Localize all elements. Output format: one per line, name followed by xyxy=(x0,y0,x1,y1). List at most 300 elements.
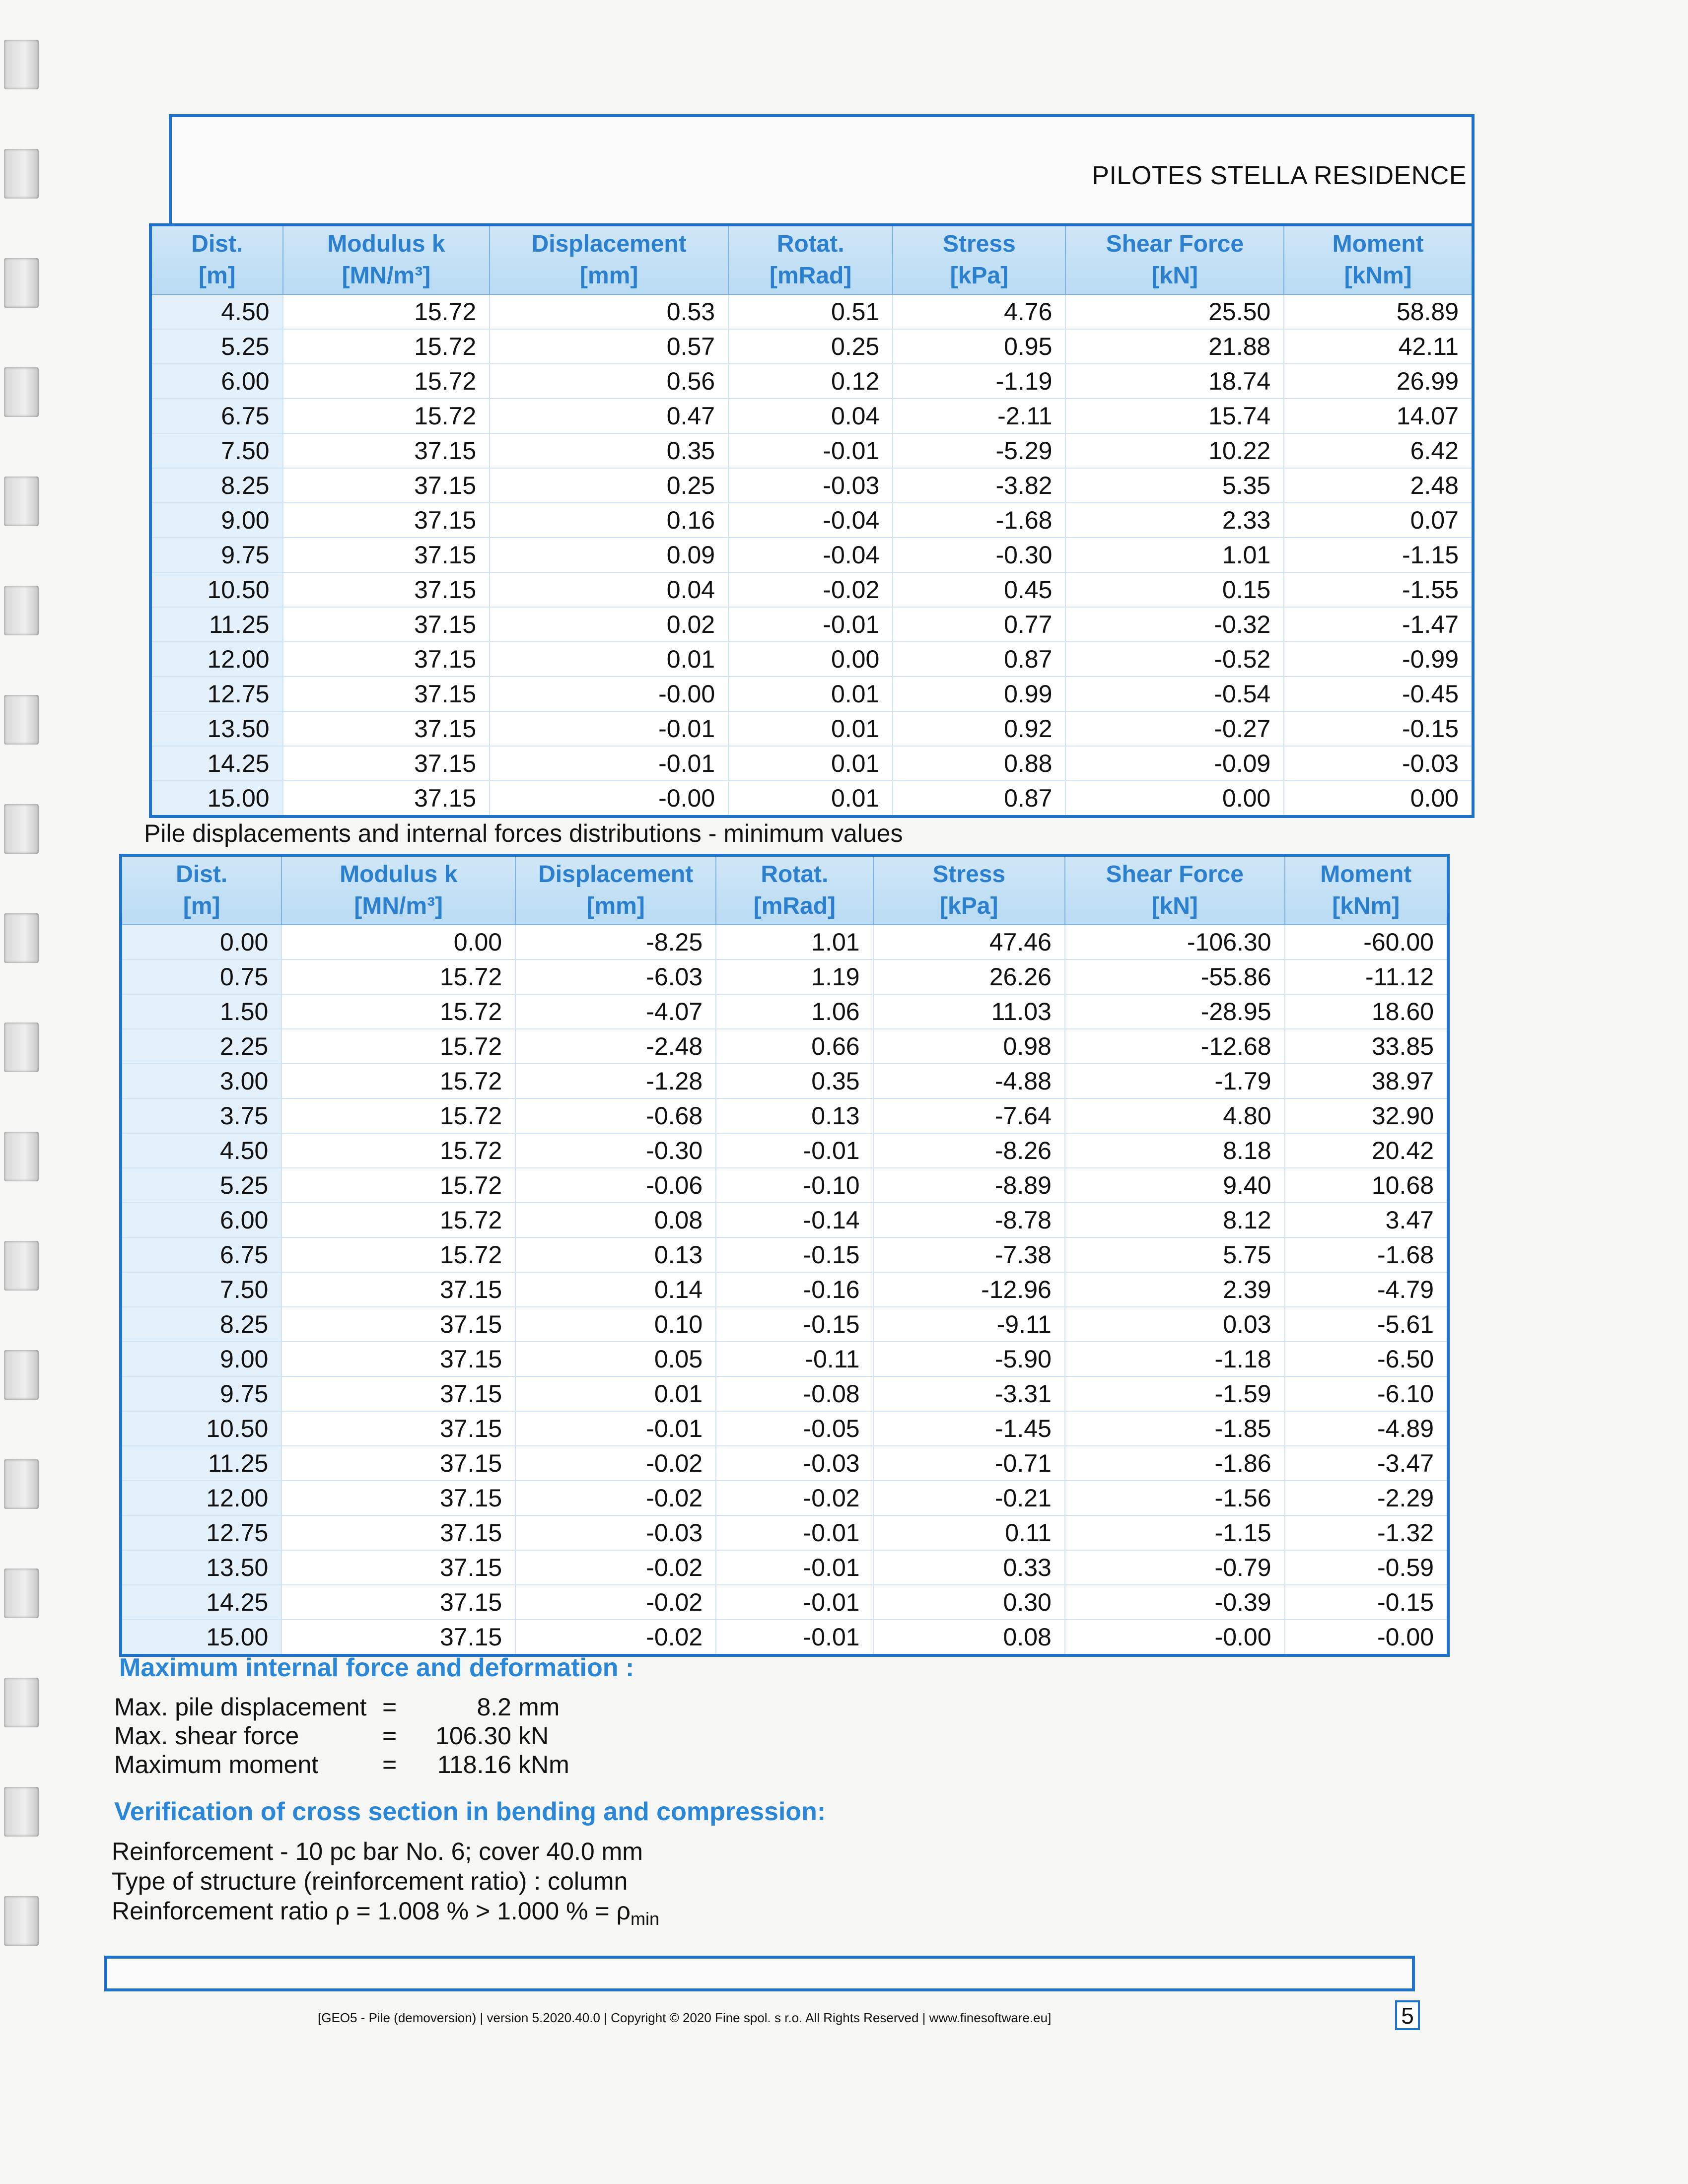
table-cell: -5.61 xyxy=(1285,1307,1448,1342)
table-cell: 5.35 xyxy=(1065,468,1284,503)
table-cell: 58.89 xyxy=(1284,294,1473,329)
table-row xyxy=(121,1376,1448,1411)
table-cell: 0.13 xyxy=(515,1237,716,1272)
verification-line-2: Type of structure (reinforcement ratio) : column xyxy=(112,1867,628,1895)
table-cell: -0.01 xyxy=(728,433,893,468)
table-cell: 9.00 xyxy=(121,1342,281,1376)
table-cell: -2.11 xyxy=(893,399,1065,433)
table-cell: 0.99 xyxy=(893,677,1065,711)
table-cell: 13.50 xyxy=(150,711,283,746)
max-force-unit: kN xyxy=(518,1722,549,1750)
column-header xyxy=(121,855,281,925)
verification-line-3 xyxy=(112,1896,659,1934)
column-header-unit: [m] xyxy=(183,893,220,919)
table-cell: -0.52 xyxy=(1065,642,1284,677)
table-cell: 0.10 xyxy=(515,1307,716,1342)
table-cell: -0.45 xyxy=(1284,677,1473,711)
table-cell: -0.01 xyxy=(716,1515,873,1550)
table-cell: 2.39 xyxy=(1065,1272,1285,1307)
table-cell: 8.12 xyxy=(1065,1203,1285,1237)
table-cell: 26.26 xyxy=(873,959,1065,994)
table-cell: 12.75 xyxy=(121,1515,281,1550)
table-cell: 0.04 xyxy=(490,572,728,607)
table-cell: -0.01 xyxy=(490,711,728,746)
table-cell: 37.15 xyxy=(281,1481,515,1515)
table-cell: -1.68 xyxy=(893,503,1065,538)
table-cell: 0.00 xyxy=(728,642,893,677)
table-row xyxy=(121,1237,1448,1272)
table-cell: 10.22 xyxy=(1065,433,1284,468)
table-cell: 15.72 xyxy=(281,959,515,994)
binder-hole xyxy=(4,1569,39,1618)
binder-hole xyxy=(4,1787,39,1837)
table-cell: -5.29 xyxy=(893,433,1065,468)
table-row xyxy=(121,1550,1448,1585)
table-row xyxy=(121,994,1448,1029)
table-cell: 0.16 xyxy=(490,503,728,538)
table-cell: 33.85 xyxy=(1285,1029,1448,1064)
column-header-name: Displacement xyxy=(538,861,694,887)
table-row xyxy=(150,572,1473,607)
equals-sign: = xyxy=(382,1751,397,1778)
table-cell: -8.25 xyxy=(515,925,716,959)
table-row xyxy=(150,364,1473,399)
table-row xyxy=(121,1411,1448,1446)
table-cell: -1.79 xyxy=(1065,1064,1285,1098)
table-cell: 0.08 xyxy=(873,1620,1065,1655)
table-cell: -4.07 xyxy=(515,994,716,1029)
max-force-unit: kNm xyxy=(518,1751,569,1778)
binder-hole xyxy=(4,804,39,854)
column-header-name: Moment xyxy=(1332,231,1424,257)
column-header-name: Dist. xyxy=(176,861,228,887)
binder-hole xyxy=(4,367,39,417)
table-cell: -0.30 xyxy=(893,538,1065,572)
table-cell: -0.39 xyxy=(1065,1585,1285,1620)
table-cell: 0.25 xyxy=(490,468,728,503)
table-cell: 42.11 xyxy=(1284,329,1473,364)
table-cell: -6.03 xyxy=(515,959,716,994)
column-header-name: Shear Force xyxy=(1106,861,1244,887)
table-cell: 13.50 xyxy=(121,1550,281,1585)
ratio-subscript: min xyxy=(630,1909,659,1929)
table-cell: 6.00 xyxy=(150,364,283,399)
max-force-label: Maximum moment xyxy=(114,1751,319,1778)
table-cell: 0.11 xyxy=(873,1515,1065,1550)
table-cell: 37.15 xyxy=(283,538,490,572)
binder-hole xyxy=(4,695,39,745)
table-cell: -0.03 xyxy=(728,468,893,503)
table-cell: -0.00 xyxy=(1065,1620,1285,1655)
table-cell: 15.00 xyxy=(150,781,283,817)
column-header-unit: [kN] xyxy=(1151,263,1198,289)
table-cell: -3.47 xyxy=(1285,1446,1448,1481)
table-cell: 15.72 xyxy=(281,1029,515,1064)
table-cell: 0.66 xyxy=(716,1029,873,1064)
table-cell: 15.72 xyxy=(281,1098,515,1133)
table-cell: 0.15 xyxy=(1065,572,1284,607)
column-header xyxy=(1284,225,1473,294)
table-cell: 0.30 xyxy=(873,1585,1065,1620)
table-cell: 0.14 xyxy=(515,1272,716,1307)
table-cell: 5.75 xyxy=(1065,1237,1285,1272)
table-cell: 0.57 xyxy=(490,329,728,364)
max-force-list xyxy=(114,1693,569,1779)
table-cell: -5.90 xyxy=(873,1342,1065,1376)
table-cell: 0.00 xyxy=(121,925,281,959)
table-cell: -0.08 xyxy=(716,1376,873,1411)
table-cell: 0.92 xyxy=(893,711,1065,746)
max-force-value: 118.16 xyxy=(437,1751,511,1778)
table-cell: -1.56 xyxy=(1065,1481,1285,1515)
column-header xyxy=(1285,855,1448,925)
table-cell: 15.72 xyxy=(283,294,490,329)
table-cell: -0.02 xyxy=(515,1585,716,1620)
column-header xyxy=(1065,855,1285,925)
table-row xyxy=(150,294,1473,329)
column-header-unit: [mRad] xyxy=(753,893,836,919)
table-row xyxy=(150,746,1473,781)
table-cell: -0.00 xyxy=(490,781,728,817)
table-cell: 0.13 xyxy=(716,1098,873,1133)
table-cell: 8.18 xyxy=(1065,1133,1285,1168)
table-row xyxy=(150,781,1473,817)
table-cell: 0.53 xyxy=(490,294,728,329)
table-min-values xyxy=(119,854,1450,1657)
table-cell: 0.35 xyxy=(716,1064,873,1098)
table-cell: -8.89 xyxy=(873,1168,1065,1203)
verification-text xyxy=(112,1837,659,1934)
table-cell: 37.15 xyxy=(281,1446,515,1481)
table-cell: 4.80 xyxy=(1065,1098,1285,1133)
table-cell: -1.32 xyxy=(1285,1515,1448,1550)
table-cell: 0.00 xyxy=(281,925,515,959)
table-cell: 6.42 xyxy=(1284,433,1473,468)
table-cell: 0.12 xyxy=(728,364,893,399)
column-header-name: Displacement xyxy=(531,231,687,257)
table-cell: 1.06 xyxy=(716,994,873,1029)
verification-line-1: Reinforcement - 10 pc bar No. 6; cover 40.0 mm xyxy=(112,1838,643,1865)
column-header xyxy=(490,225,728,294)
table-cell: 15.74 xyxy=(1065,399,1284,433)
table-cell: -0.14 xyxy=(716,1203,873,1237)
table-cell: -0.79 xyxy=(1065,1550,1285,1585)
column-header-name: Modulus k xyxy=(340,861,458,887)
table-cell: -0.15 xyxy=(1285,1585,1448,1620)
table-row xyxy=(121,1515,1448,1550)
column-header-unit: [MN/m³] xyxy=(354,893,443,919)
table-max-values xyxy=(149,223,1475,818)
table-row xyxy=(121,1307,1448,1342)
table-cell: 37.15 xyxy=(283,781,490,817)
table-row xyxy=(150,503,1473,538)
table-cell: 37.15 xyxy=(281,1515,515,1550)
table-cell: 15.72 xyxy=(281,1133,515,1168)
table-cell: 9.75 xyxy=(121,1376,281,1411)
table-cell: 38.97 xyxy=(1285,1064,1448,1098)
table-cell: -2.48 xyxy=(515,1029,716,1064)
table-cell: 37.15 xyxy=(281,1620,515,1655)
table-cell: 37.15 xyxy=(283,711,490,746)
table-cell: -0.04 xyxy=(728,503,893,538)
table-cell: 0.09 xyxy=(490,538,728,572)
table-row xyxy=(121,1203,1448,1237)
table-cell: 8.25 xyxy=(121,1307,281,1342)
table-cell: 37.15 xyxy=(281,1585,515,1620)
table-cell: -0.02 xyxy=(515,1550,716,1585)
table-cell: 2.48 xyxy=(1284,468,1473,503)
table-cell: 14.07 xyxy=(1284,399,1473,433)
table-row xyxy=(121,1272,1448,1307)
table-cell: -0.54 xyxy=(1065,677,1284,711)
table-cell: 2.25 xyxy=(121,1029,281,1064)
table-cell: 4.50 xyxy=(121,1133,281,1168)
table-cell: 15.72 xyxy=(283,364,490,399)
column-header-unit: [kPa] xyxy=(940,893,998,919)
table-cell: -6.50 xyxy=(1285,1342,1448,1376)
table-cell: 0.04 xyxy=(728,399,893,433)
table-cell: -0.01 xyxy=(490,746,728,781)
table-cell: 11.25 xyxy=(150,607,283,642)
column-header-name: Dist. xyxy=(191,231,243,257)
page-footer-box xyxy=(104,1956,1415,1991)
table-cell: 37.15 xyxy=(281,1411,515,1446)
binder-hole xyxy=(4,1132,39,1181)
table-cell: 2.33 xyxy=(1065,503,1284,538)
table-cell: -0.02 xyxy=(728,572,893,607)
table-cell: 37.15 xyxy=(283,468,490,503)
table-cell: -1.15 xyxy=(1284,538,1473,572)
table-cell: -0.21 xyxy=(873,1481,1065,1515)
column-header-unit: [MN/m³] xyxy=(342,263,431,289)
table-cell: -0.01 xyxy=(515,1411,716,1446)
table-cell: -6.10 xyxy=(1285,1376,1448,1411)
table-row xyxy=(121,1133,1448,1168)
table-cell: 15.72 xyxy=(281,1203,515,1237)
table-cell: 37.15 xyxy=(283,642,490,677)
table-cell: -2.29 xyxy=(1285,1481,1448,1515)
binder-holes xyxy=(0,40,45,2025)
table-cell: 0.33 xyxy=(873,1550,1065,1585)
table-cell: 3.47 xyxy=(1285,1203,1448,1237)
table-cell: 7.50 xyxy=(150,433,283,468)
table-cell: -60.00 xyxy=(1285,925,1448,959)
table-cell: -4.88 xyxy=(873,1064,1065,1098)
table-cell: 11.03 xyxy=(873,994,1065,1029)
max-force-unit: mm xyxy=(518,1693,560,1721)
table-cell: 9.40 xyxy=(1065,1168,1285,1203)
table-cell: 0.00 xyxy=(1284,781,1473,817)
binder-hole xyxy=(4,1023,39,1072)
max-force-row xyxy=(114,1721,569,1750)
table-row xyxy=(150,711,1473,746)
table-cell: -0.59 xyxy=(1285,1550,1448,1585)
table-cell: 18.74 xyxy=(1065,364,1284,399)
footer-copyright: [GEO5 - Pile (demoversion) | version 5.2020.40.0 | Copyright © 2020 Fine spol. s r.o. All Rights Reserved | www.finesoftware.eu] xyxy=(318,2010,1052,2025)
table-cell: -1.68 xyxy=(1285,1237,1448,1272)
table-cell: 10.68 xyxy=(1285,1168,1448,1203)
column-header-name: Rotat. xyxy=(776,231,844,257)
column-header-name: Shear Force xyxy=(1106,231,1244,257)
table-cell: 6.75 xyxy=(121,1237,281,1272)
table-cell: 0.95 xyxy=(893,329,1065,364)
table-cell: 37.15 xyxy=(283,746,490,781)
table-row xyxy=(150,399,1473,433)
table-cell: 37.15 xyxy=(283,677,490,711)
table-cell: 0.00 xyxy=(1065,781,1284,817)
column-header xyxy=(893,225,1065,294)
table-cell: 15.72 xyxy=(281,1168,515,1203)
table-cell: -4.89 xyxy=(1285,1411,1448,1446)
column-header-unit: [mRad] xyxy=(770,263,852,289)
table-cell: 37.15 xyxy=(281,1342,515,1376)
table-cell: 15.72 xyxy=(281,1237,515,1272)
table-cell: -4.79 xyxy=(1285,1272,1448,1307)
table-cell: -1.15 xyxy=(1065,1515,1285,1550)
max-force-row xyxy=(114,1750,569,1779)
equals-sign: = xyxy=(382,1693,397,1721)
table-min-caption: Pile displacements and internal forces distributions - minimum values xyxy=(144,819,903,847)
column-header xyxy=(515,855,716,925)
table-cell: 12.00 xyxy=(150,642,283,677)
column-header-name: Modulus k xyxy=(327,231,445,257)
table-cell: 0.01 xyxy=(515,1376,716,1411)
max-force-heading: Maximum internal force and deformation : xyxy=(119,1653,634,1682)
table-cell: -0.10 xyxy=(716,1168,873,1203)
binder-hole xyxy=(4,258,39,308)
table-cell: 37.15 xyxy=(283,572,490,607)
column-header-name: Moment xyxy=(1320,861,1412,887)
table-cell: -11.12 xyxy=(1285,959,1448,994)
table-cell: 25.50 xyxy=(1065,294,1284,329)
table-cell: -0.04 xyxy=(728,538,893,572)
table-cell: -1.18 xyxy=(1065,1342,1285,1376)
table-row xyxy=(150,642,1473,677)
column-header xyxy=(283,225,490,294)
table-cell: 0.01 xyxy=(728,746,893,781)
table-cell: 15.72 xyxy=(283,399,490,433)
binder-hole xyxy=(4,1241,39,1291)
table-row xyxy=(150,329,1473,364)
table-cell: 15.72 xyxy=(281,994,515,1029)
table-cell: 10.50 xyxy=(121,1411,281,1446)
table-cell: -0.15 xyxy=(716,1307,873,1342)
table-cell: 1.50 xyxy=(121,994,281,1029)
table-cell: 0.02 xyxy=(490,607,728,642)
column-header xyxy=(150,225,283,294)
table-cell: 0.56 xyxy=(490,364,728,399)
table-cell: -0.02 xyxy=(515,1620,716,1655)
table-cell: -1.86 xyxy=(1065,1446,1285,1481)
table-cell: 0.87 xyxy=(893,781,1065,817)
table-cell: 15.00 xyxy=(121,1620,281,1655)
binder-hole xyxy=(4,1459,39,1509)
ratio-text: Reinforcement ratio ρ = 1.008 % > 1.000 % = ρ xyxy=(112,1897,631,1925)
verification-heading: Verification of cross section in bending and compression: xyxy=(114,1797,826,1826)
table-row xyxy=(150,538,1473,572)
max-force-row xyxy=(114,1693,569,1721)
column-header-unit: [mm] xyxy=(580,263,638,289)
table-cell: -12.68 xyxy=(1065,1029,1285,1064)
table-cell: 0.87 xyxy=(893,642,1065,677)
column-header-name: Stress xyxy=(942,231,1016,257)
table-cell: -3.31 xyxy=(873,1376,1065,1411)
table-cell: -7.38 xyxy=(873,1237,1065,1272)
table-cell: 0.01 xyxy=(728,781,893,817)
table-cell: 37.15 xyxy=(281,1550,515,1585)
table-cell: 9.75 xyxy=(150,538,283,572)
table-cell: 14.25 xyxy=(150,746,283,781)
table-cell: -0.71 xyxy=(873,1446,1065,1481)
table-row xyxy=(121,1029,1448,1064)
table-cell: 0.25 xyxy=(728,329,893,364)
table-cell: -0.05 xyxy=(716,1411,873,1446)
table-cell: 20.42 xyxy=(1285,1133,1448,1168)
table-cell: 12.75 xyxy=(150,677,283,711)
table-cell: 0.75 xyxy=(121,959,281,994)
max-force-value: 106.30 xyxy=(435,1722,511,1750)
table-cell: -1.45 xyxy=(873,1411,1065,1446)
table-cell: 37.15 xyxy=(283,433,490,468)
table-cell: -0.06 xyxy=(515,1168,716,1203)
table-cell: -0.03 xyxy=(515,1515,716,1550)
table-cell: -8.78 xyxy=(873,1203,1065,1237)
binder-hole xyxy=(4,913,39,963)
table-cell: -3.82 xyxy=(893,468,1065,503)
table-cell: 0.47 xyxy=(490,399,728,433)
table-cell: -0.15 xyxy=(1284,711,1473,746)
table-cell: -0.02 xyxy=(515,1481,716,1515)
table-cell: 15.72 xyxy=(281,1064,515,1098)
binder-hole xyxy=(4,477,39,526)
table-row xyxy=(121,1446,1448,1481)
table-cell: -1.85 xyxy=(1065,1411,1285,1446)
table-cell: 0.77 xyxy=(893,607,1065,642)
table-cell: -0.68 xyxy=(515,1098,716,1133)
column-header-unit: [kNm] xyxy=(1344,263,1412,289)
table-cell: -0.32 xyxy=(1065,607,1284,642)
binder-hole xyxy=(4,149,39,199)
column-header-name: Rotat. xyxy=(761,861,829,887)
page-number: 5 xyxy=(1395,2000,1420,2030)
table-row xyxy=(121,959,1448,994)
table-row xyxy=(150,468,1473,503)
table-cell: -1.28 xyxy=(515,1064,716,1098)
table-cell: 0.45 xyxy=(893,572,1065,607)
table-cell: -0.01 xyxy=(716,1133,873,1168)
table-cell: -1.19 xyxy=(893,364,1065,399)
table-cell: 1.01 xyxy=(1065,538,1284,572)
table-cell: 37.15 xyxy=(283,607,490,642)
table-cell: 7.50 xyxy=(121,1272,281,1307)
table-cell: 37.15 xyxy=(283,503,490,538)
table-cell: 5.25 xyxy=(121,1168,281,1203)
table-cell: -12.96 xyxy=(873,1272,1065,1307)
equals-sign: = xyxy=(382,1722,397,1750)
table-cell: -0.30 xyxy=(515,1133,716,1168)
column-header-unit: [kNm] xyxy=(1332,893,1400,919)
table-cell: -0.09 xyxy=(1065,746,1284,781)
table-cell: 15.72 xyxy=(283,329,490,364)
table-cell: 37.15 xyxy=(281,1307,515,1342)
project-title: PILOTES STELLA RESIDENCE xyxy=(1092,161,1467,190)
table-cell: -0.00 xyxy=(490,677,728,711)
max-force-label: Max. shear force xyxy=(114,1722,299,1750)
report-page xyxy=(104,109,1475,2045)
table-cell: 0.35 xyxy=(490,433,728,468)
column-header xyxy=(1065,225,1284,294)
table-row xyxy=(121,1585,1448,1620)
